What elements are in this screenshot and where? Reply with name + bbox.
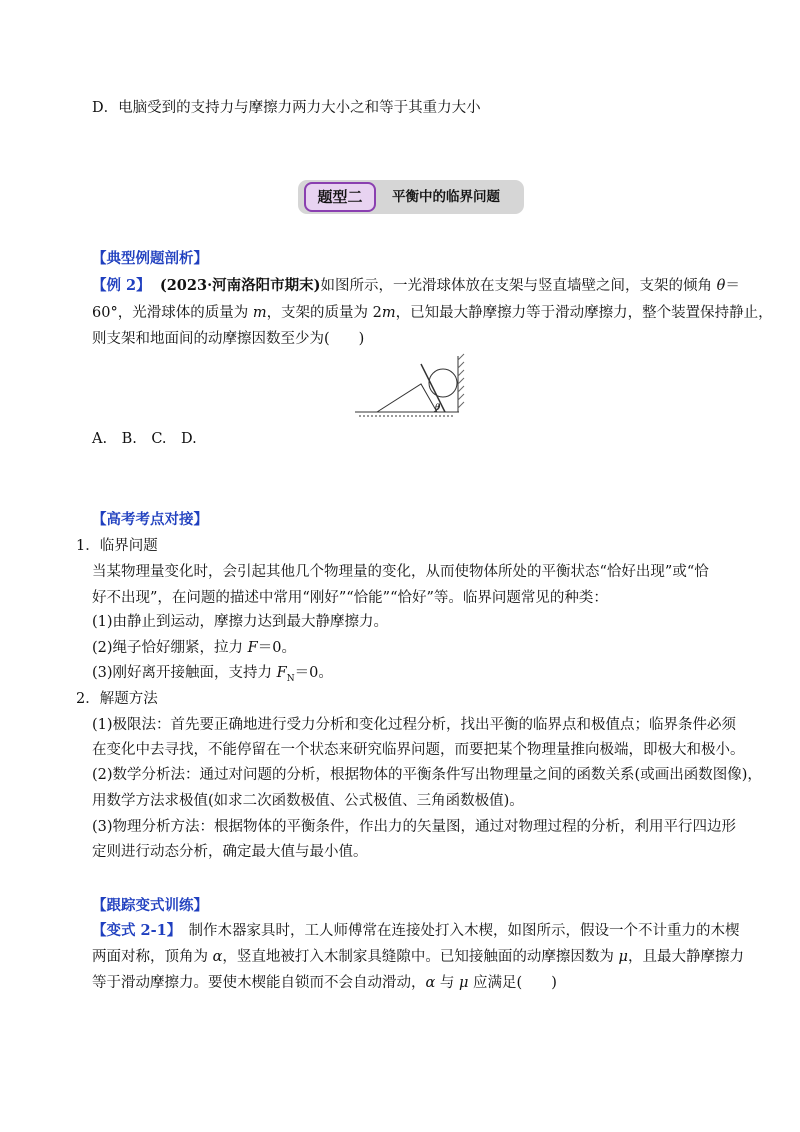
section-heading-practice: 【跟踪变式训练】 [92, 897, 208, 914]
sphere-on-support-figure [355, 350, 467, 420]
topic-title: 平衡中的临界问题 [392, 189, 500, 205]
method3-line1: (3)物理分析方法：根据物体的平衡条件，作出力的矢量图，通过对物理过程的分析，利用平行四边形 [92, 819, 737, 835]
point1-title: 1．临界问题 [76, 538, 158, 554]
method1-line2: 在变化中去寻找，不能停留在一个状态来研究临界问题，而要把某个物理量推向极端，即极大和极小。 [92, 742, 745, 758]
theta-label: θ [435, 403, 441, 413]
variant-label: 【变式 2-1】 [92, 922, 174, 939]
point1-item2: (2)绳子恰好绷紧，拉力 F＝0。 [92, 640, 296, 656]
section-heading-exam-points: 【高考考点对接】 [92, 511, 208, 528]
previous-option-d: D．电脑受到的支持力与摩擦力两力大小之和等于其重力大小 [92, 100, 481, 116]
sphere [429, 369, 457, 397]
method3-line2: 定则进行动态分析，确定最大值与最小值。 [92, 844, 368, 860]
topic-tag: 题型二 [304, 182, 376, 212]
example2-line2: 60°，光滑球体的质量为 m，支架的质量为 2m，已知最大静摩擦力等于滑动摩擦力，整个装置保持静止， [92, 305, 773, 321]
point1-para-line1: 当某物理量变化时，会引起其他几个物理量的变化，从而使物体所处的平衡状态“恰好出现”或“恰 [92, 564, 709, 580]
method1-line1: (1)极限法：首先要正确地进行受力分析和变化过程分析，找出平衡的临界点和极值点；临界条件必须 [92, 717, 737, 733]
support-frame [377, 384, 437, 412]
example2-options: A. B. C. D. [92, 431, 197, 447]
example2-line1: 【例 2】 (2023·河南洛阳市期末)如图所示，一光滑球体放在支架与竖直墙壁之间，支架的倾角 θ＝ [92, 277, 740, 294]
example2-line3: 则支架和地面间的动摩擦因数至少为( ) [92, 331, 365, 347]
method2-line2: 用数学方法求极值(如求二次函数极值、公式极值、三角函数极值)。 [92, 793, 524, 809]
example-label: 【例 2】 [92, 277, 151, 294]
example-source: (2023·河南洛阳市期末) [159, 277, 321, 294]
variant-line1: 【变式 2-1】 制作木器家具时，工人师傅常在连接处打入木楔，如图所示，假设一个不计重力的木楔 [92, 922, 740, 939]
point1-item3: (3)刚好离开接触面，支持力 $F_N=0$。 [92, 665, 333, 684]
section-heading-examples: 【典型例题剖析】 [92, 250, 208, 267]
variant-line3: 等于滑动摩擦力。要使木楔能自锁而不会自动滑动，α 与 μ 应满足( ) [92, 975, 557, 991]
point1-item1: (1)由静止到运动，摩擦力达到最大静摩擦力。 [92, 614, 389, 630]
point1-para-line2: 好不出现”，在问题的描述中常用“刚好”“恰能”“恰好”等。临界问题常见的种类： [92, 590, 608, 606]
topic-banner [298, 180, 524, 214]
point2-title: 2．解题方法 [76, 691, 158, 707]
variant-line2: 两面对称，顶角为 α，竖直地被打入木制家具缝隙中。已知接触面的动摩擦因数为 μ，且最大静摩擦力 [92, 949, 744, 965]
method2-line1: (2)数学分析法：通过对问题的分析，根据物体的平衡条件写出物理量之间的函数关系(或画出函数图像)， [92, 767, 762, 783]
